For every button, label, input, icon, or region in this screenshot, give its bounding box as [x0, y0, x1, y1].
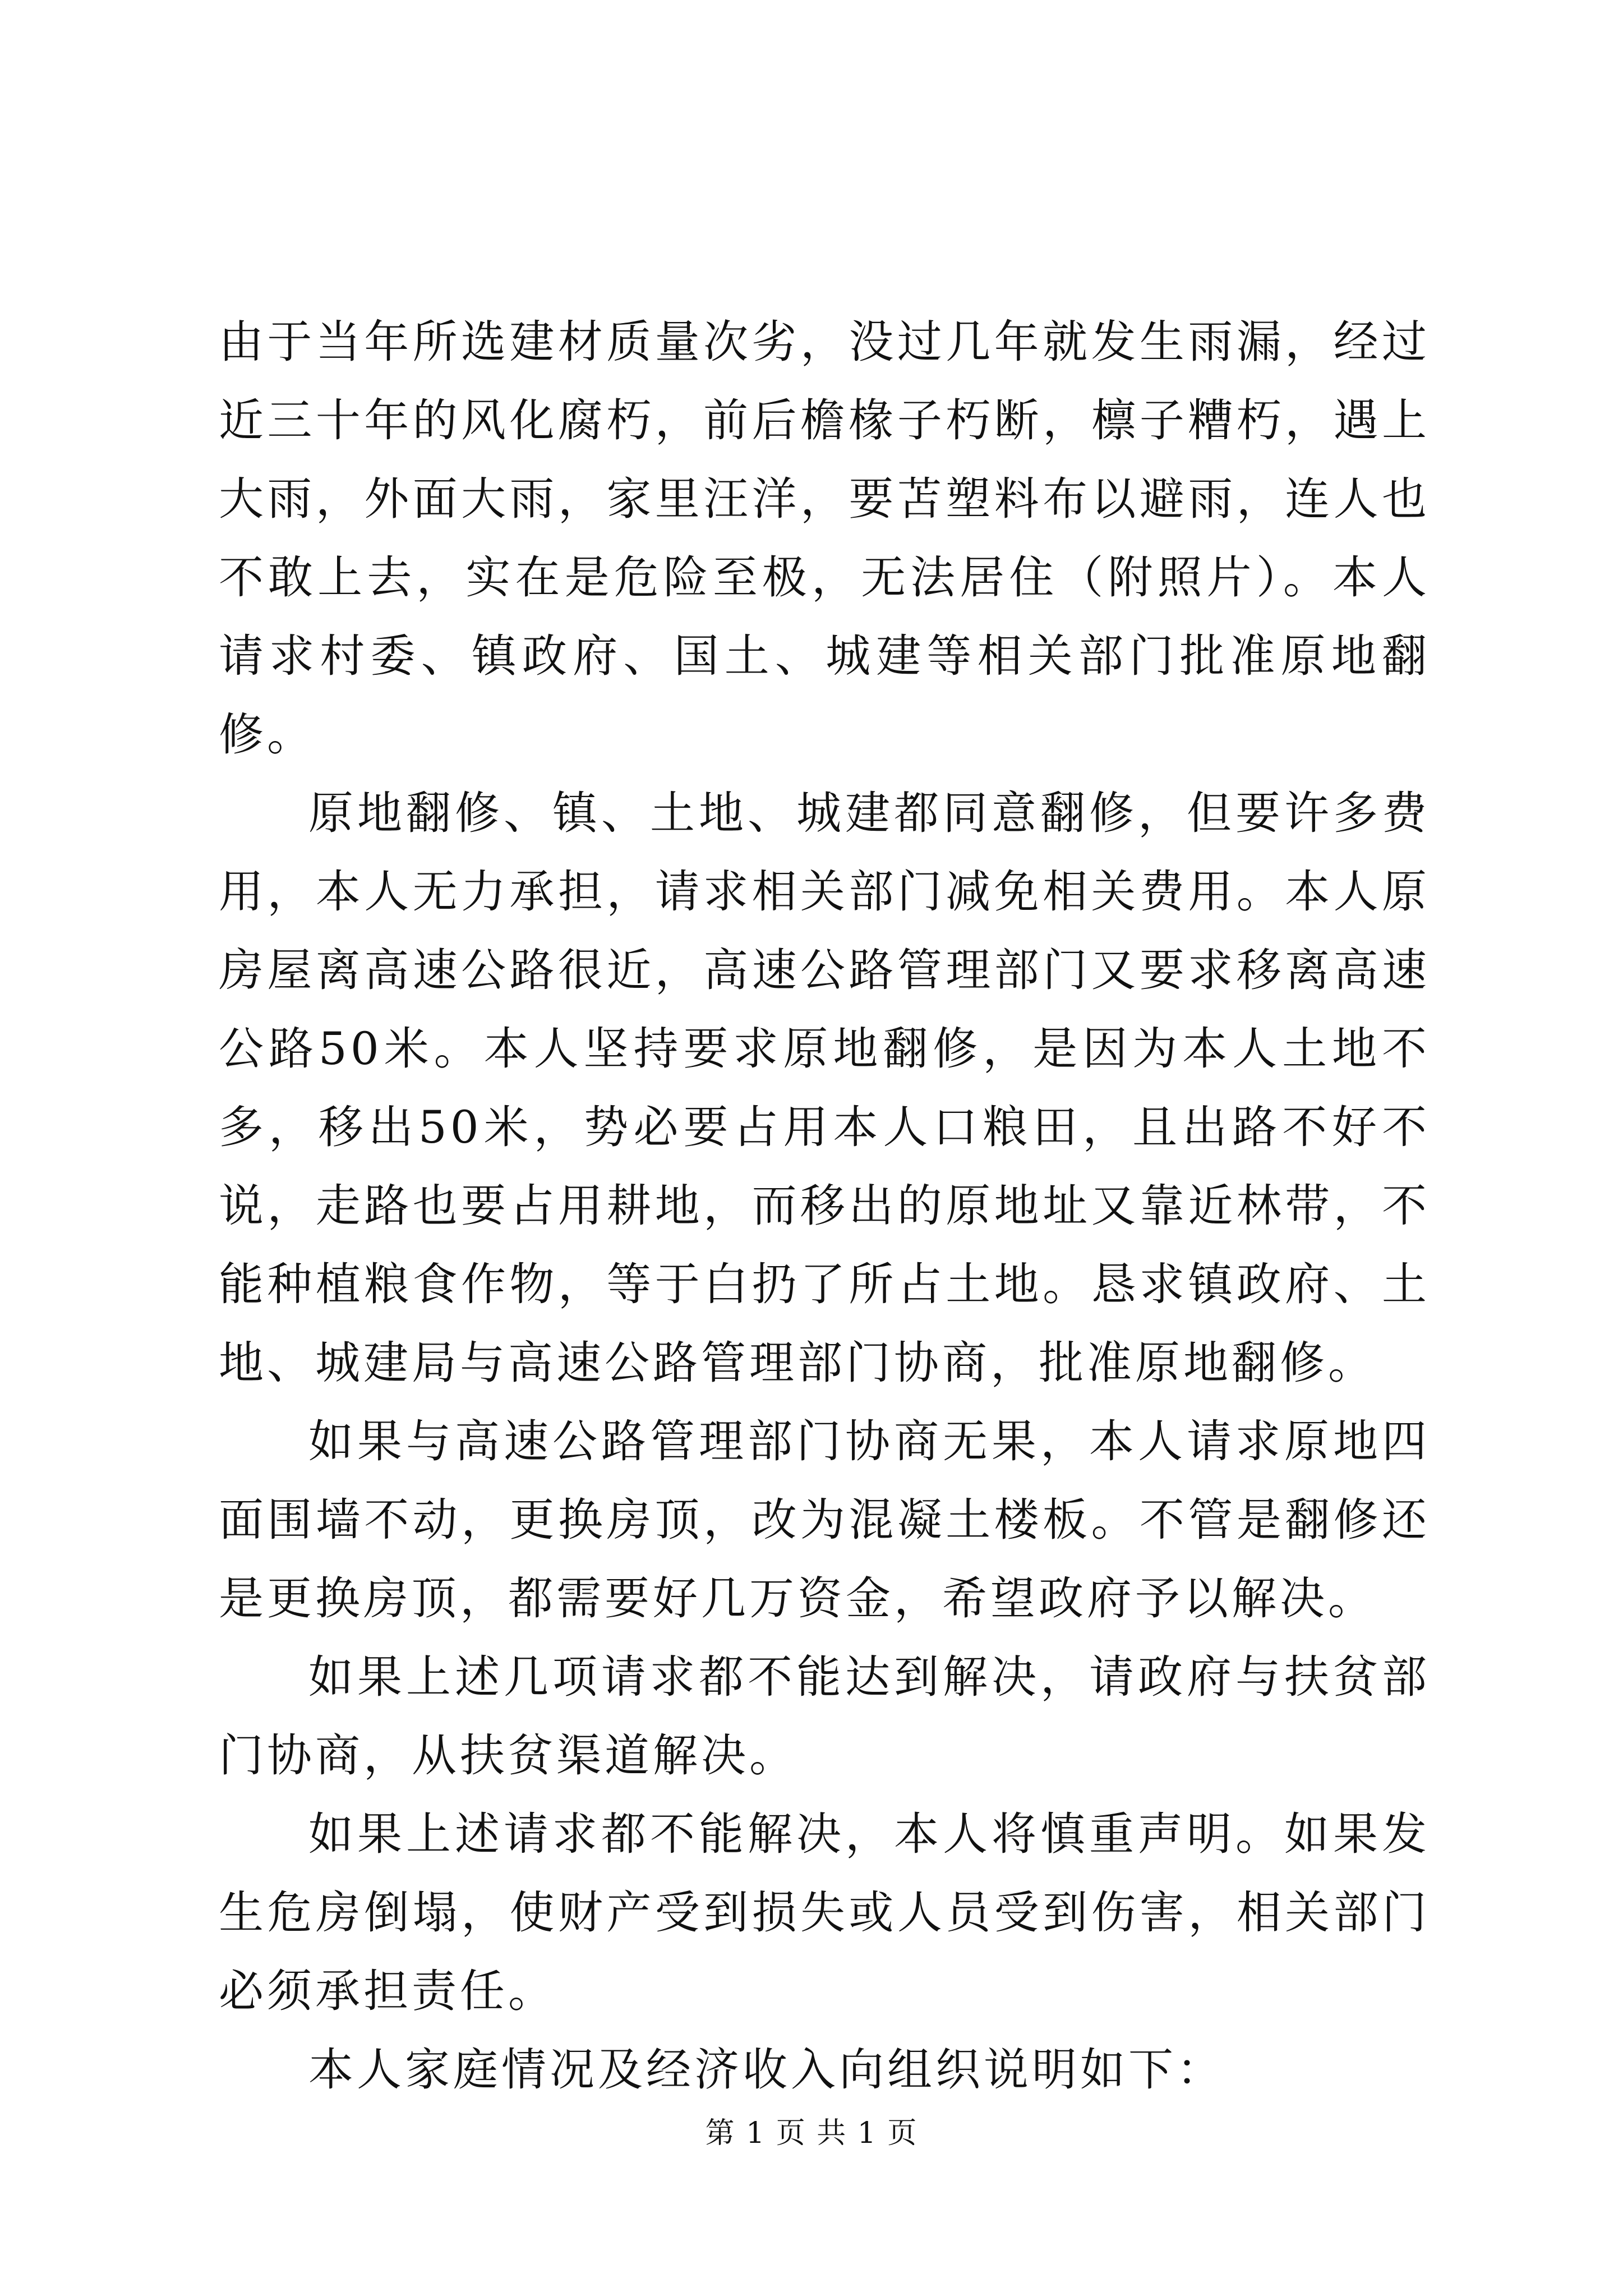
paragraph: 由于当年所选建材质量次劣，没过几年就发生雨漏，经过近三十年的风化腐朽，前后檐椽子朽断，檩子糟朽，遇上大雨，外面大雨，家里汪洋，要苫塑料布以避雨，连人也不敢上去，实在是危险至极，无法居住（附照片）。本人请求村委、镇政府、国土、城建等相关部门批准原地翻修。 — [219, 316, 1430, 761]
paragraph: 原地翻修、镇、土地、城建都同意翻修，但要许多费用，本人无力承担，请求相关部门减免相关费用。本人原房屋离高速公路很近，高速公路管理部门又要求移离高速公路50米。本人坚持要求原地翻修，是因为本人土地不多，移出50米，势必要占用本人口粮田，且出路不好不说，走路也要占用耕地，而移出的原地址又靠近林带，不能种植粮食作物，等于白扔了所占土地。恳求镇政府、土地、城建局与高速公路管理部门协商，批准原地翻修。 — [219, 787, 1430, 1389]
paragraph: 如果上述请求都不能解决，本人将慎重声明。如果发生危房倒塌，使财产受到损失或人员受到伤害，相关部门必须承担责任。 — [219, 1808, 1430, 2017]
paragraph: 如果上述几项请求都不能达到解决，请政府与扶贫部门协商，从扶贫渠道解决。 — [219, 1651, 1430, 1782]
paragraph: 本人家庭情况及经济收入向组织说明如下： — [308, 2044, 1225, 2096]
page-footer: 第 1 页 共 1 页 — [705, 2116, 918, 2150]
document-body — [219, 303, 1430, 2109]
paragraph: 如果与高速公路管理部门协商无果，本人请求原地四面围墙不动，更换房顶，改为混凝土楼板。不管是翻修还是更换房顶，都需要好几万资金，希望政府予以解决。 — [219, 1415, 1430, 1625]
